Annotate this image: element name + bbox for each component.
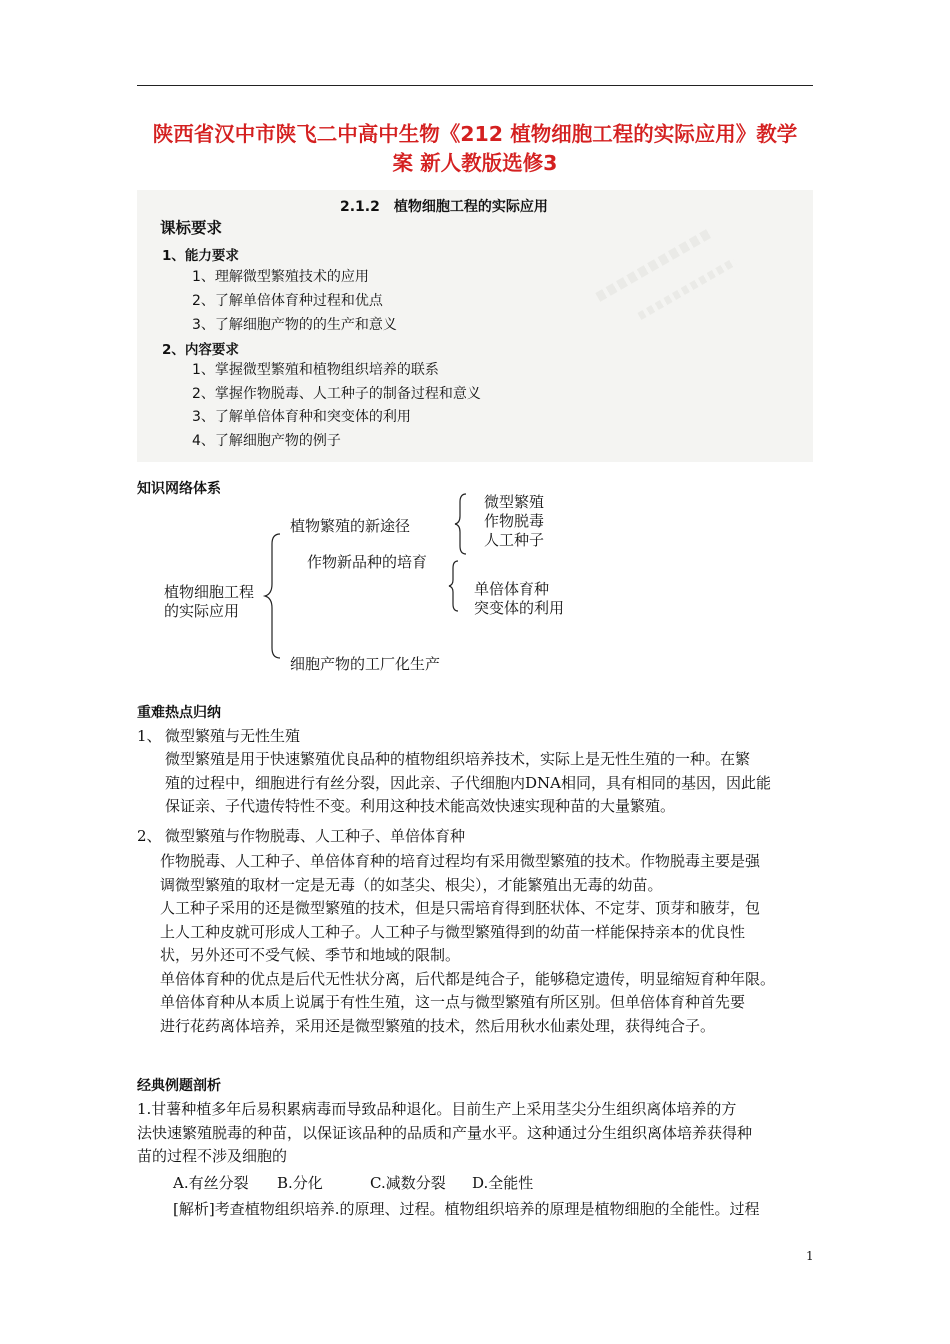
ability-heading: 1、能力要求 [162,248,239,264]
analysis-line [173,1198,760,1219]
network-root [164,583,254,621]
branch-cell-products: 细胞产物的工厂化生产 [290,655,441,673]
point-number: 2、 [137,827,162,845]
point2-paragraph [160,850,775,1038]
text-line: 法快速繁殖脱毒的种苗，以保证该品种的品质和产量水平。这种通过分生组织离体培养获得种 [137,1123,753,1142]
text-line: 殖的过程中，细胞进行有丝分裂，因此亲、子代细胞内DNA相同，具有相同的基因，因此能 [165,773,771,792]
title-line-2: 案 新人教版选修3 [392,151,558,175]
header-rule [137,85,813,86]
knowledge-heading: 知识网络体系 [137,481,221,497]
branch2-item: 单倍体育种 [474,580,550,598]
content-item: 4、了解细胞产物的例子 [192,433,341,449]
document-title [130,120,820,178]
option-a: A.有丝分裂 [173,1174,249,1192]
question-text [137,1098,752,1169]
text-line: 进行花药离体培养，采用还是微型繁殖的技术，然后用秋水仙素处理，获得纯合子。 [160,1016,716,1035]
option-c: C.减数分裂 [370,1174,446,1192]
text-line: 1.甘薯种植多年后易积累病毒而导致品种退化。目前生产上采用茎尖分生组织离体培养的方 [137,1100,737,1118]
root-brace [262,532,284,660]
content-item: 3、了解单倍体育种和突变体的利用 [192,409,411,425]
point-title: 微型繁殖与作物脱毒、人工种子、单倍体育种 [165,827,466,845]
branch-new-propagation: 植物繁殖的新途径 [290,517,411,535]
branch2-items [474,580,564,618]
ability-item: 3、了解细胞产物的的生产和意义 [192,317,397,333]
text-line: 苗的过程不涉及细胞的 [137,1147,288,1165]
branch1-item: 微型繁殖 [484,493,545,511]
option-d: D.全能性 [472,1174,534,1192]
content-item: 2、掌握作物脱毒、人工种子的制备过程和意义 [192,386,481,402]
text-line: 微型繁殖是用于快速繁殖优良品种的植物组织培养技术，实际上是无性生殖的一种。在繁 [165,750,751,768]
branch1-brace [452,492,470,556]
point1-paragraph [165,748,771,819]
branch1-items [484,493,544,550]
text-line: 上人工种皮就可形成人工种子。人工种子与微型繁殖得到的幼苗一样能保持亲本的优良性 [160,922,746,941]
title-line-1: 陕西省汉中市陕飞二中高中生物《212 植物细胞工程的实际应用》教学 [152,122,798,146]
network-root-line: 的实际应用 [164,602,240,620]
text-line: 单倍体育种的优点是后代无性状分离，后代都是纯合子，能够稳定遗传，明显缩短育种年限。 [160,969,776,988]
ability-item: 2、了解单倍体育种过程和优点 [192,293,383,309]
branch1-item: 作物脱毒 [484,512,545,530]
branch2-item: 突变体的利用 [474,599,565,617]
point-number: 1、 [137,727,162,745]
keypoints-heading: 重难热点归纳 [137,705,221,721]
curriculum-heading: 课标要求 [160,219,223,237]
option-b: B.分化 [277,1174,323,1192]
watermark-mark [595,228,713,302]
content-item: 1、掌握微型繁殖和植物组织培养的联系 [192,362,439,378]
ability-item: 1、理解微型繁殖技术的应用 [192,269,369,285]
text-line: 状，另外还可不受气候、季节和地域的限制。 [160,946,461,964]
branch-new-variety: 作物新品种的培育 [307,553,428,571]
content-heading: 2、内容要求 [162,342,239,358]
example-heading: 经典例题剖析 [137,1078,221,1094]
text-line: 保证亲、子代遗传特性不变。利用这种技术能高效快速实现种苗的大量繁殖。 [165,797,676,815]
text-line: 人工种子采用的还是微型繁殖的技术，但是只需培育得到胚状体、不定芽、顶芽和腋芽，包 [160,899,761,917]
point-title: 微型繁殖与无性生殖 [165,727,301,745]
text-line: 单倍体育种从本质上说属于有性生殖，这一点与微型繁殖有所区别。但单倍体育种首先要 [160,993,746,1011]
analysis-tag: [解析] [173,1200,215,1218]
text-line: 作物脱毒、人工种子、单倍体育种的培育过程均有采用微型繁殖的技术。作物脱毒主要是强 [160,852,761,870]
section-subtitle: 2.1.2 植物细胞工程的实际应用 [340,199,548,215]
branch2-brace [446,559,462,613]
page-number: 1 [806,1249,814,1263]
analysis-text: 考查植物组织培养.的原理、过程。植物组织培养的原理是植物细胞的全能性。过程 [214,1200,760,1218]
network-root-line: 植物细胞工程 [164,583,255,601]
branch1-item: 人工种子 [484,531,545,549]
text-line: 调微型繁殖的取材一定是无毒（的如茎尖、根尖），才能繁殖出无毒的幼苗。 [160,875,663,894]
